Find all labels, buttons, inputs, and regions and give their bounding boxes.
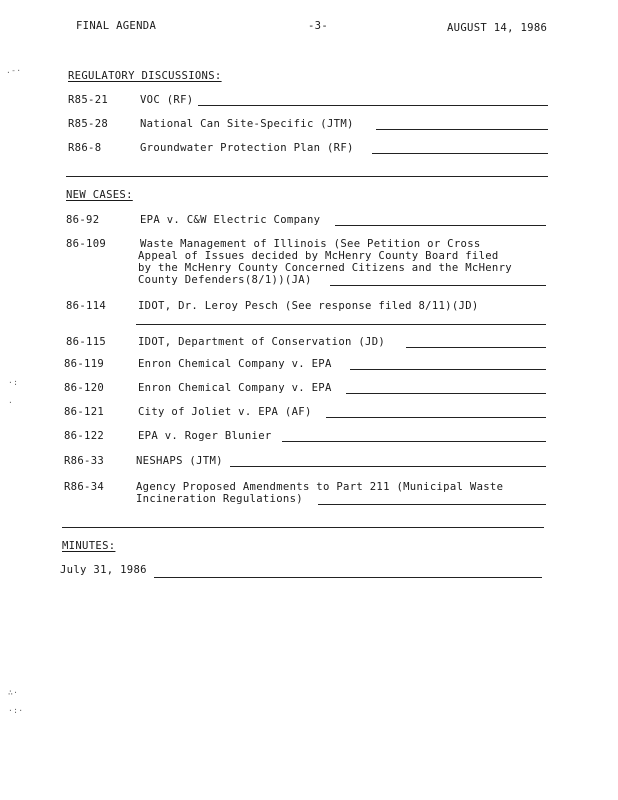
item-text: VOC (RF) [140,94,194,106]
item-text-line: Appeal of Issues decided by McHenry County Board filed [138,250,499,262]
signature-line [326,417,546,418]
scan-mark: ∴· [8,688,19,697]
docket-number: 86-119 [64,358,105,370]
list-item [0,382,618,396]
list-item [0,564,618,578]
docket-number: R86-34 [64,481,105,493]
list-item [0,406,618,420]
page-number: -3- [308,20,329,32]
signature-line [346,393,546,394]
item-text: IDOT, Department of Conservation (JD) [138,336,386,348]
signature-line [136,324,546,325]
list-item [0,455,618,469]
docket-number: 86-92 [66,214,100,226]
minutes-date: July 31, 1986 [60,564,147,576]
section-title-regulatory: REGULATORY DISCUSSIONS: [68,70,222,82]
item-text-line: Incineration Regulations) [136,493,303,505]
item-text: Enron Chemical Company v. EPA [138,382,332,394]
docket-number: R86-33 [64,455,105,467]
item-text: City of Joliet v. EPA (AF) [138,406,312,418]
section-divider [66,176,548,177]
list-item [0,430,618,444]
docket-number: 86-121 [64,406,105,418]
signature-line [330,285,546,286]
signature-line [154,577,542,578]
signature-line [350,369,546,370]
item-text: EPA v. C&W Electric Company [140,214,321,226]
docket-number: 86-122 [64,430,105,442]
signature-line [335,225,546,226]
docket-number: R85-28 [68,118,109,130]
item-text: IDOT, Dr. Leroy Pesch (See response filed 8/11)(JD) [138,300,479,312]
scan-mark: .-· [6,66,22,75]
signature-line [230,466,546,467]
scan-mark: ·: [8,378,19,387]
list-item [0,300,618,328]
scan-mark: · [8,398,14,407]
list-item [0,94,618,108]
item-text-line: Waste Management of Illinois (See Petition or Cross [140,238,481,250]
item-text: NESHAPS (JTM) [136,455,223,467]
item-text: National Can Site-Specific (JTM) [140,118,354,130]
header-date: AUGUST 14, 1986 [447,22,548,34]
list-item [0,142,618,156]
signature-line [372,153,548,154]
signature-line [198,105,548,106]
item-text: EPA v. Roger Blunier [138,430,272,442]
list-item [0,214,618,228]
scan-mark: ·:· [8,706,24,715]
docket-number: 86-114 [66,300,107,312]
section-title-minutes: MINUTES: [62,540,116,552]
docket-number: R85-21 [68,94,109,106]
list-item [0,118,618,132]
item-text-line: County Defenders(8/1))(JA) [138,274,312,286]
list-item [0,336,618,350]
section-title-new-cases: NEW CASES: [66,189,133,201]
signature-line [376,129,548,130]
item-text: Groundwater Protection Plan (RF) [140,142,354,154]
docket-number: 86-115 [66,336,107,348]
item-text-line: by the McHenry County Concerned Citizens and the McHenry [138,262,512,274]
list-item [0,238,618,290]
signature-line [318,504,546,505]
item-text: Enron Chemical Company v. EPA [138,358,332,370]
list-item [0,358,618,372]
docket-number: 86-120 [64,382,105,394]
signature-line [406,347,546,348]
item-text-line: Agency Proposed Amendments to Part 211 (Municipal Waste [136,481,504,493]
section-divider [62,527,544,528]
docket-number: 86-109 [66,238,107,250]
list-item [0,481,618,509]
docket-number: R86-8 [68,142,102,154]
header-title: FINAL AGENDA [76,20,157,32]
signature-line [282,441,546,442]
